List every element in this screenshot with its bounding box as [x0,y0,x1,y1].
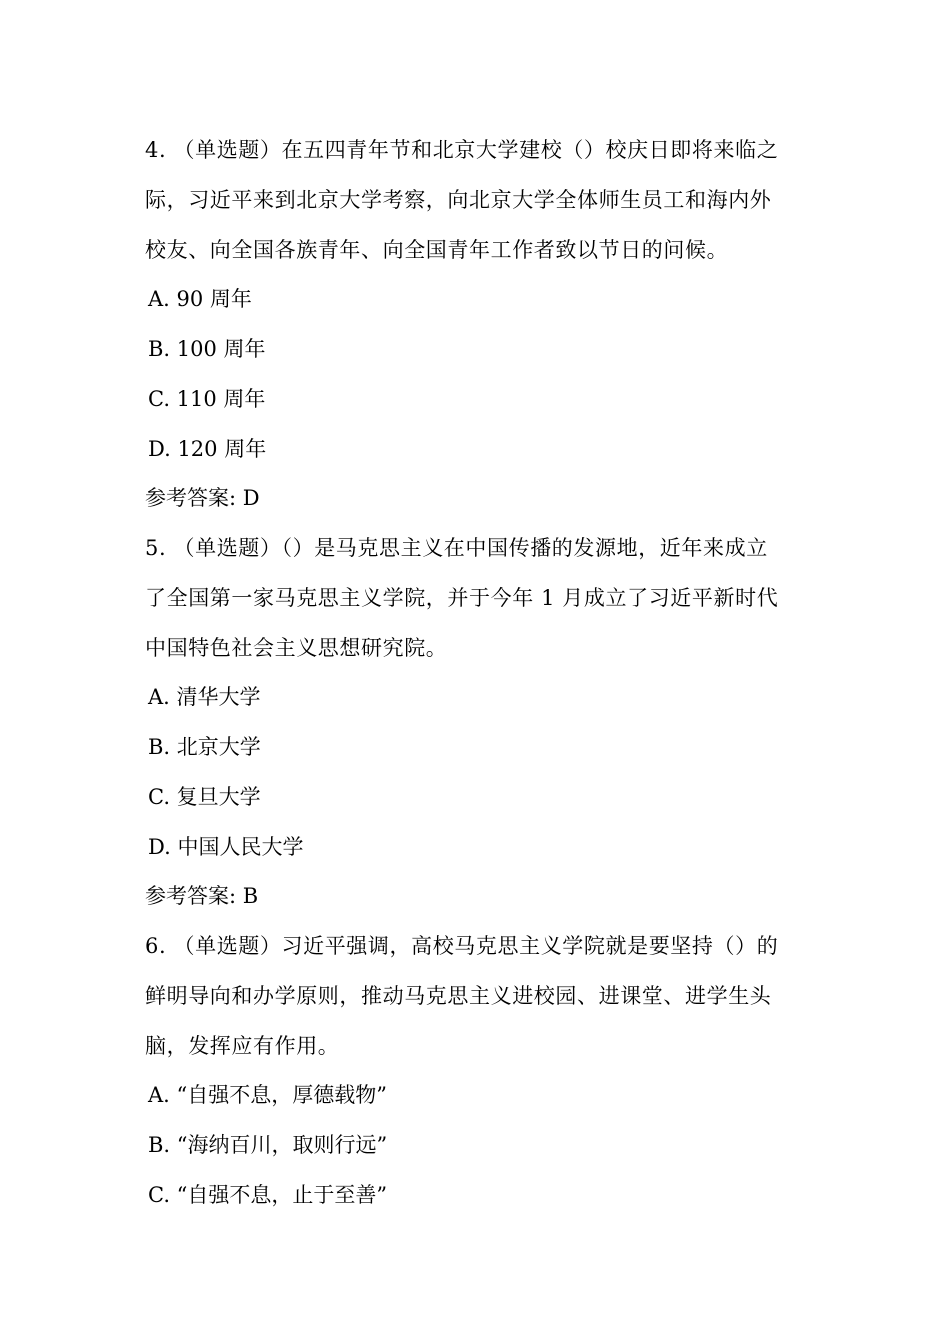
question-text-line: 际，习近平来到北京大学考察，向北京大学全体师生员工和海内外 [145,188,772,212]
reference-answer: 参考答案: B [145,884,259,908]
question-text-line: 了全国第一家马克思主义学院，并于今年 1 月成立了习近平新时代 [145,586,779,610]
question-text-line: 校友、向全国各族青年、向全国青年工作者致以节日的问候。 [145,238,729,262]
question-text-line: 4. （单选题）在五四青年节和北京大学建校（）校庆日即将来临之 [145,138,779,162]
question-text-line: 脑，发挥应有作用。 [145,1034,340,1058]
option-b: B. “海纳百川，取则行远” [148,1133,388,1157]
option-a: A. “自强不息，厚德载物” [148,1083,387,1107]
question-text-line: 鲜明导向和办学原则，推动马克思主义进校园、进课堂、进学生头 [145,984,772,1008]
option-a: A. 90 周年 [148,287,252,311]
option-b: B. 北京大学 [148,735,261,759]
option-d: D. 中国人民大学 [148,835,304,859]
option-b: B. 100 周年 [148,337,266,361]
option-c: C. 110 周年 [148,387,266,411]
option-d: D. 120 周年 [148,437,267,461]
option-c: C. 复旦大学 [148,785,261,809]
question-text-line: 5. （单选题）（）是马克思主义在中国传播的发源地，近年来成立 [145,536,768,560]
option-c: C. “自强不息，止于至善” [148,1183,388,1207]
question-text-line: 6. （单选题）习近平强调，高校马克思主义学院就是要坚持（）的 [145,934,779,958]
reference-answer: 参考答案: D [145,486,260,510]
option-a: A. 清华大学 [148,685,261,709]
question-text-line: 中国特色社会主义思想研究院。 [145,636,448,660]
